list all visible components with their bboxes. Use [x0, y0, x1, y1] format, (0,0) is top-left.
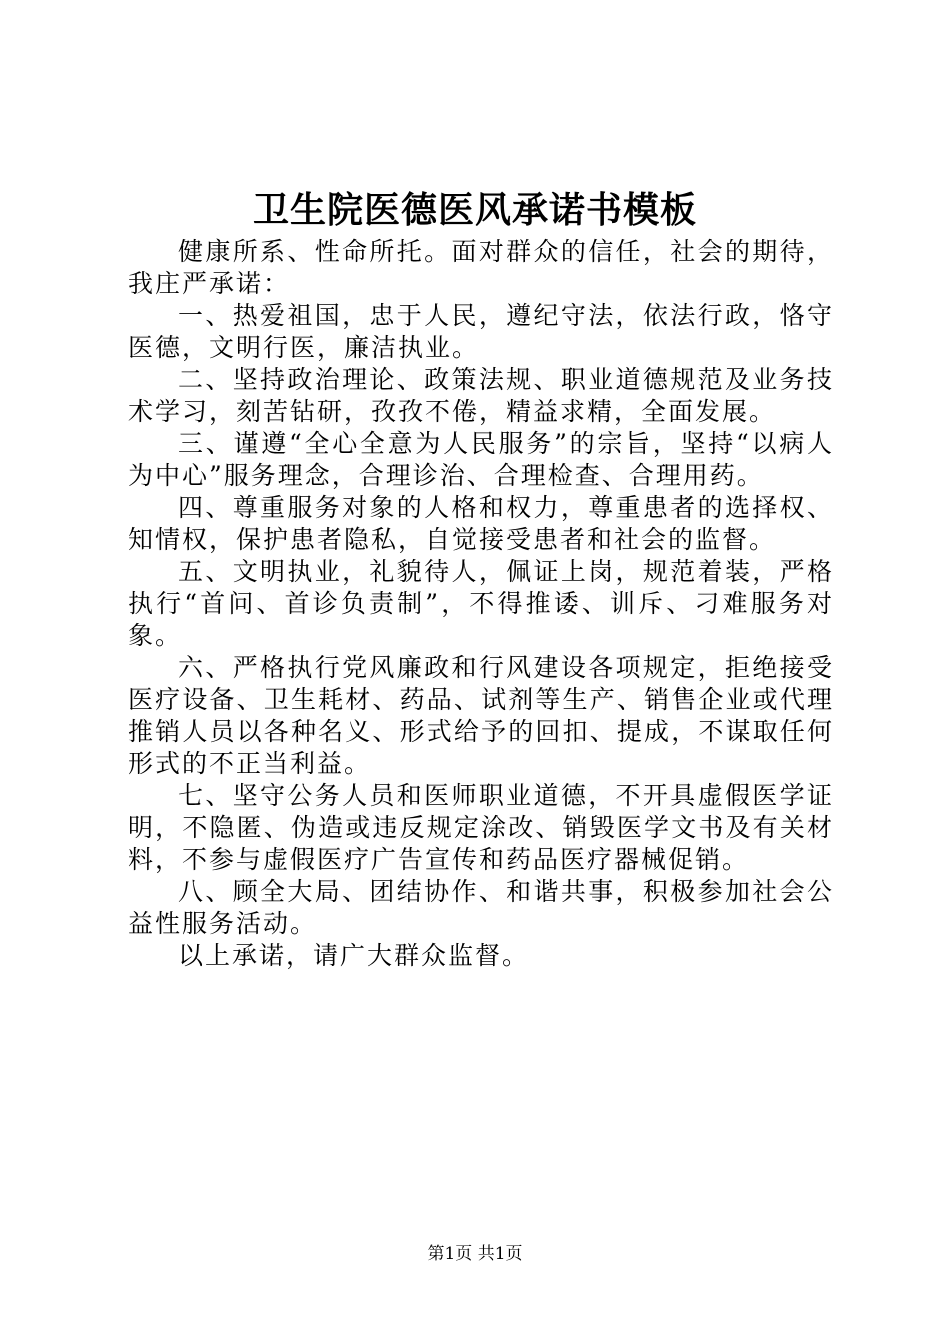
- paragraph-item-8: 八、顾全大局、团结协作、和谐共事，积极参加社会公益性服务活动。: [128, 877, 834, 938]
- paragraph-item-7: 七、坚守公务人员和医师职业道德，不开具虚假医学证明，不隐匿、伪造或违反规定涂改、销毁医学文书及有关材料，不参与虚假医疗广告宣传和药品医疗器械促销。: [128, 781, 834, 874]
- paragraph-item-5: 五、文明执业，礼貌待人，佩证上岗，规范着装，严格执行“首问、首诊负责制”，不得推诿、训斥、刁难服务对象。: [128, 557, 834, 650]
- paragraph-item-3: 三、谨遵“全心全意为人民服务”的宗旨，坚持“以病人为中心”服务理念，合理诊治、合理检查、合理用药。: [128, 429, 834, 490]
- paragraph-item-1: 一、热爱祖国，忠于人民，遵纪守法，依法行政，恪守医德，文明行医，廉洁执业。: [128, 301, 834, 362]
- paragraph-closing: 以上承诺，请广大群众监督。: [178, 941, 530, 970]
- paragraph-item-2: 二、坚持政治理论、政策法规、职业道德规范及业务技术学习，刻苦钻研，孜孜不倦，精益求精，全面发展。: [128, 365, 834, 426]
- paragraph-intro: 健康所系、性命所托。面对群众的信任，社会的期待，我庄严承诺：: [128, 237, 834, 298]
- document-body: [128, 236, 834, 972]
- document-title: 卫生院医德医风承诺书模板: [252, 189, 697, 231]
- page-number-footer: 第1页 共1页: [427, 1244, 523, 1264]
- paragraph-item-4: 四、尊重服务对象的人格和权力，尊重患者的选择权、知情权，保护患者隐私，自觉接受患者和社会的监督。: [128, 493, 834, 554]
- paragraph-item-6: 六、严格执行党风廉政和行风建设各项规定，拒绝接受医疗设备、卫生耗材、药品、试剂等生产、销售企业或代理推销人员以各种名义、形式给予的回扣、提成，不谋取任何形式的不正当利益。: [128, 653, 834, 778]
